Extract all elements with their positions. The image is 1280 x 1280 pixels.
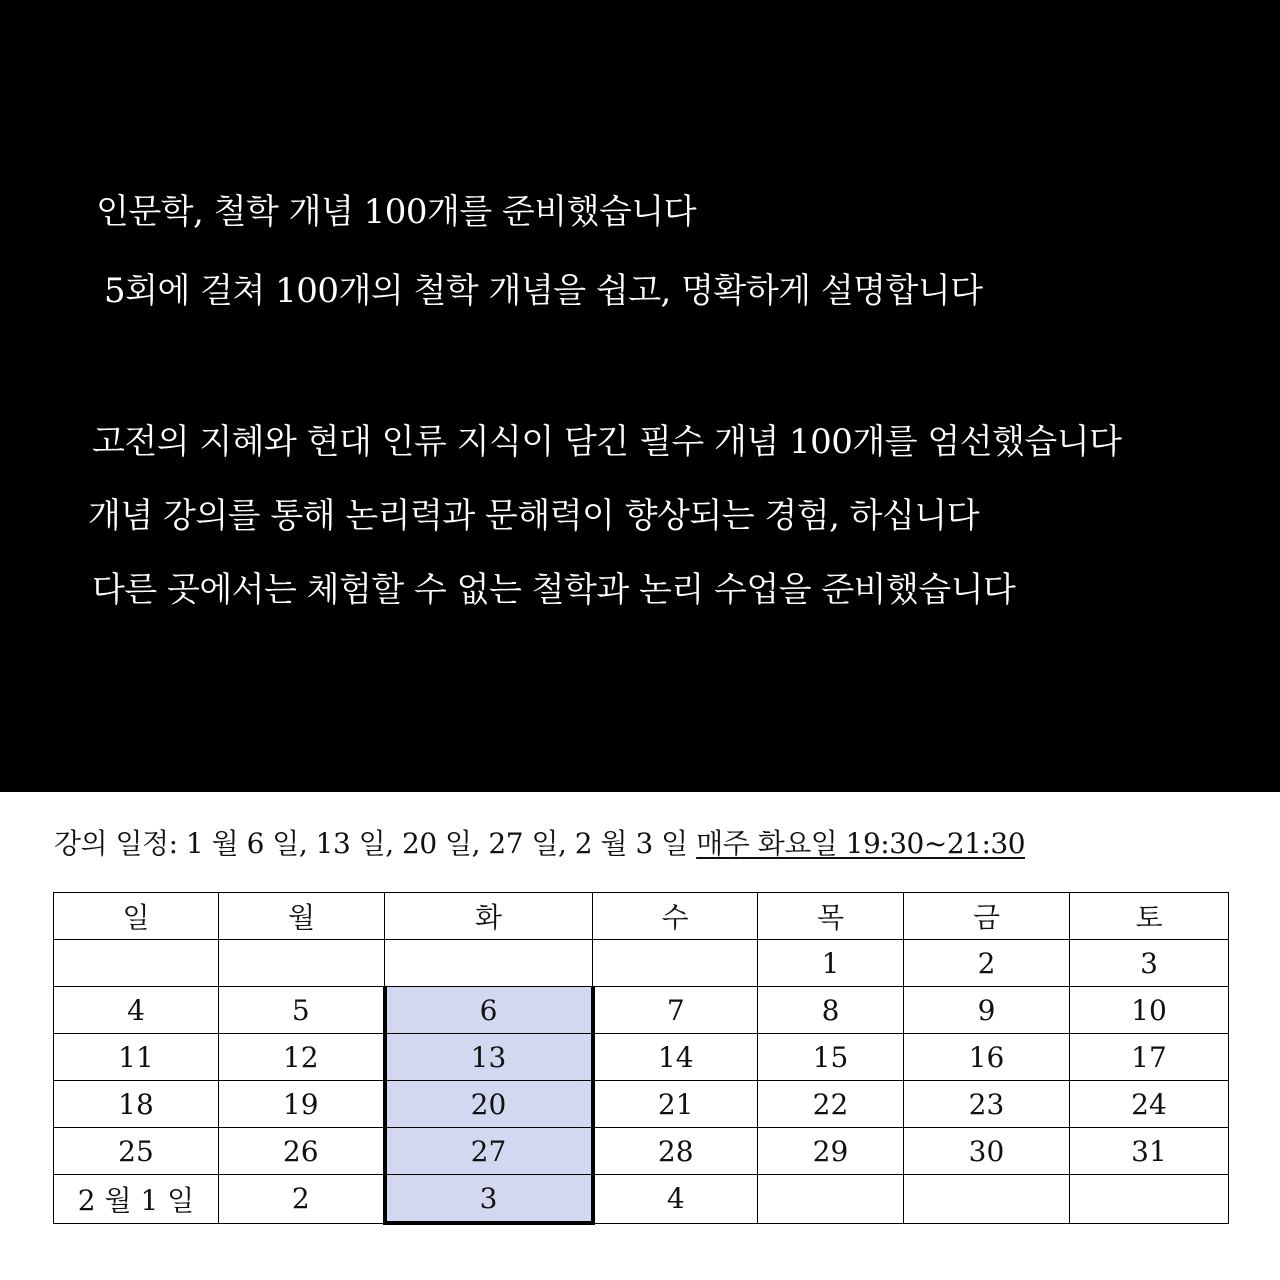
calendar-day: 12: [219, 1034, 385, 1081]
intro-line-1: 인문학, 철학 개념 100개를 준비했습니다: [96, 192, 697, 232]
weekday-mon: 월: [219, 893, 385, 940]
calendar-day: 4: [54, 987, 219, 1034]
calendar-day: [54, 940, 219, 987]
calendar-day: 31: [1070, 1128, 1229, 1175]
lecture-day: 3: [385, 1175, 593, 1224]
calendar-day: 28: [593, 1128, 758, 1175]
calendar-day: 26: [219, 1128, 385, 1175]
schedule-weekly-time: 매주 화요일 19:30~21:30: [696, 827, 1026, 860]
calendar-day: 2: [219, 1175, 385, 1224]
calendar: [53, 892, 1229, 1225]
calendar-day: 18: [54, 1081, 219, 1128]
calendar-day: 16: [904, 1034, 1070, 1081]
intro-line-4: 개념 강의를 통해 논리력과 문해력이 향상되는 경험, 하십니다: [88, 496, 980, 536]
calendar-week-row: [54, 987, 1229, 1034]
calendar-day: 23: [904, 1081, 1070, 1128]
calendar-day: 9: [904, 987, 1070, 1034]
calendar-day: 2: [904, 940, 1070, 987]
calendar-day: 1: [758, 940, 904, 987]
calendar-day: 3: [1070, 940, 1229, 987]
calendar-week-row: [54, 940, 1229, 987]
calendar-day: 7: [593, 987, 758, 1034]
calendar-day: 8: [758, 987, 904, 1034]
calendar-day: 17: [1070, 1034, 1229, 1081]
calendar-day: [904, 1175, 1070, 1224]
calendar-week-row: [54, 1034, 1229, 1081]
intro-line-2: 5회에 걸쳐 100개의 철학 개념을 쉽고, 명확하게 설명합니다: [104, 271, 983, 311]
calendar-day: 10: [1070, 987, 1229, 1034]
calendar-day: 29: [758, 1128, 904, 1175]
calendar-day: [1070, 1175, 1229, 1224]
calendar-day: 14: [593, 1034, 758, 1081]
weekday-tue: 화: [385, 893, 593, 940]
calendar-day: 11: [54, 1034, 219, 1081]
calendar-day: [385, 940, 593, 987]
intro-line-3: 고전의 지혜와 현대 인류 지식이 담긴 필수 개념 100개를 엄선했습니다: [92, 422, 1122, 462]
lecture-day: 20: [385, 1081, 593, 1128]
weekday-wed: 수: [593, 893, 758, 940]
calendar-day: 25: [54, 1128, 219, 1175]
calendar-day: 15: [758, 1034, 904, 1081]
calendar-header-row: [54, 893, 1229, 940]
lecture-day: 6: [385, 987, 593, 1034]
calendar-day: 30: [904, 1128, 1070, 1175]
calendar-day: 24: [1070, 1081, 1229, 1128]
calendar-day: 21: [593, 1081, 758, 1128]
weekday-thu: 목: [758, 893, 904, 940]
lecture-day: 13: [385, 1034, 593, 1081]
calendar-week-row: [54, 1081, 1229, 1128]
schedule-dates: 강의 일정: 1 월 6 일, 13 일, 20 일, 27 일, 2 월 3 일: [54, 827, 697, 860]
calendar-week-row: [54, 1128, 1229, 1175]
schedule-text: [54, 827, 1026, 860]
calendar-day: 5: [219, 987, 385, 1034]
calendar-day: [593, 940, 758, 987]
weekday-sun: 일: [54, 893, 219, 940]
weekday-fri: 금: [904, 893, 1070, 940]
calendar-day: 19: [219, 1081, 385, 1128]
calendar-day: 4: [593, 1175, 758, 1224]
calendar-week-row: [54, 1175, 1229, 1224]
calendar-day: [758, 1175, 904, 1224]
calendar-day: 22: [758, 1081, 904, 1128]
weekday-sat: 토: [1070, 893, 1229, 940]
calendar-day: [219, 940, 385, 987]
lecture-day: 27: [385, 1128, 593, 1175]
calendar-day: 2 월 1 일: [54, 1175, 219, 1224]
intro-line-5: 다른 곳에서는 체험할 수 없는 철학과 논리 수업을 준비했습니다: [92, 570, 1016, 610]
schedule-panel: [0, 792, 1280, 1280]
